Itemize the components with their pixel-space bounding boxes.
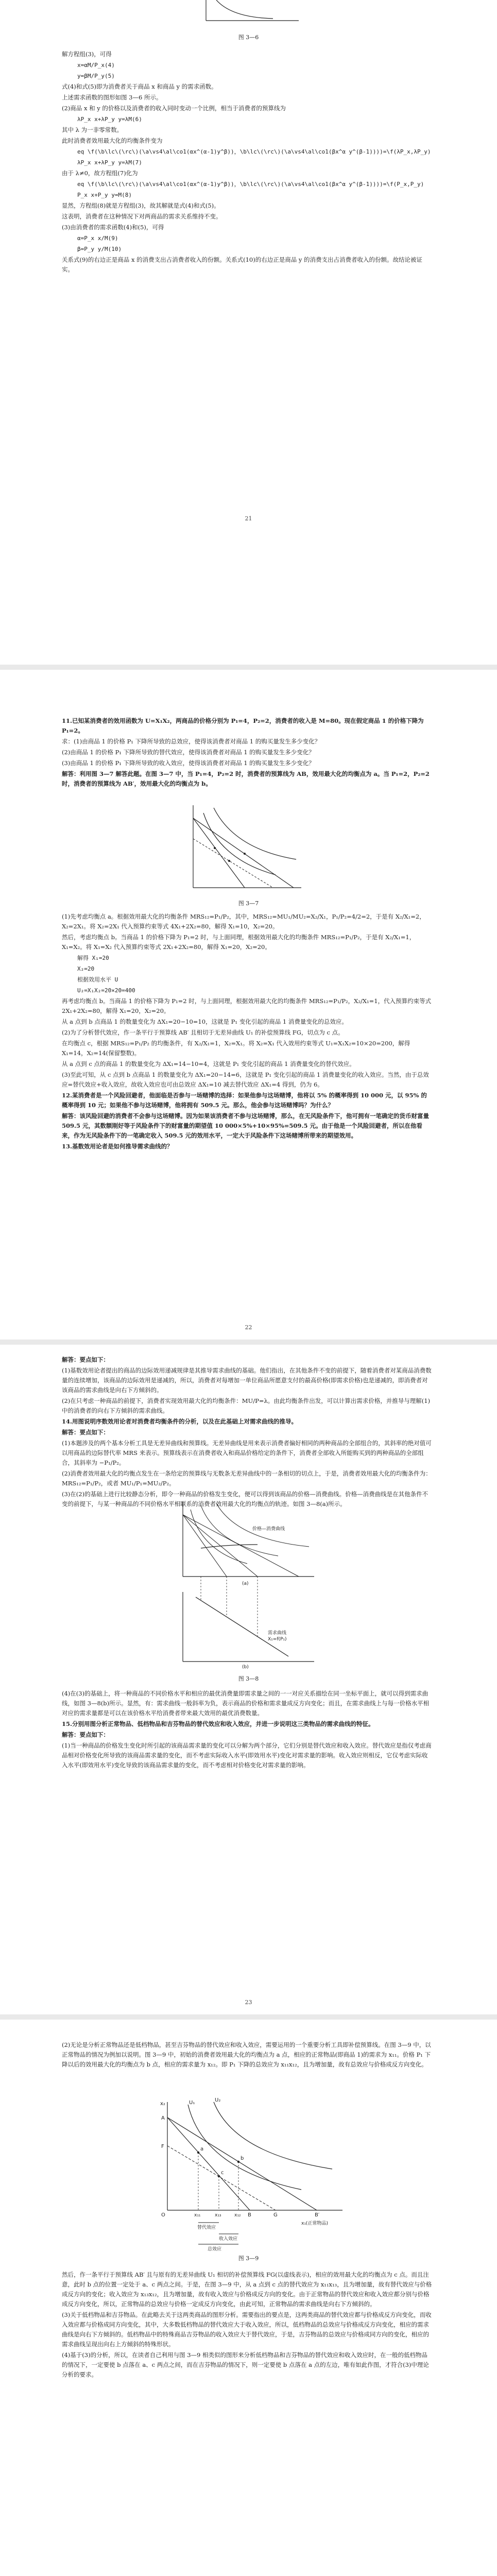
demand-curve-label: 需求曲线 <box>268 1631 287 1636</box>
sub-label-b: (b) <box>242 1665 249 1669</box>
indifference-curve-U2 <box>214 808 296 859</box>
indifference-curve-U1 <box>188 2105 301 2190</box>
figure-3-8 <box>170 1499 324 1669</box>
text-line: 然后，考虑均衡点 b。当商品 1 的价格下降为 P₁=2 时，与上面同理，根据效用最大化的均衡条件 MRS₁₂=P₁/P₂，于是有 X₂/X₁=1，X₁=X₂。将 X₁=X₂ 代入预算约束等式 2X₁+2X₂=80，解得 X₁=20，X₂=20。 <box>62 934 416 951</box>
text-line: x=αM/P_x(4) <box>77 62 115 69</box>
text-line: 12.某消费者是一个风险回避者，他面临是否参与一场赌博的选择：如果他参与这场赌博，他将以 5% 的概率得到 10 000 元，以 95% 的概率得到 10 元；如果他不参与这场赌博，他将拥有 509.5 元。那么，他会参与这场赌博吗？为什么？ <box>62 1092 427 1109</box>
page-number: 21 <box>245 515 252 522</box>
text-line: (2)无论是分析正常物品还是低档物品，甚至吉芬物品的替代效应和收入效应，需要运用的一个重要分析工具即补偿预算线。在图 3—9 中，以正常物品的情况为例加以说明。图 3—9 中，初始的消费者效用最大化的均衡点为 a 点，相应的正常物品(即商品 1)的需求为 x₁₁。价格 P₁ 下降以后的效用最大化的均衡点为 b 点，相应的需求量为 x₁₂。即 P₁ 下降的总效应为 x₁₁x₁₂，且为增加量，故有总效应与价格成反方向变化。 <box>62 2041 431 2068</box>
text-line: 在均衡点 c，根据 MRS₁₂=P₁/P₂ 的均衡条件，有 X₂/X₁=1，X₂=X₁。将 X₂=X₁ 代入效用约束等式 U₁=X₁X₂=10×20=200，解得 X₁=14，X₂=14(保留整数)。 <box>62 1040 410 1057</box>
page-2-text-top <box>62 716 433 790</box>
page-3-text-bottom <box>62 1689 433 1771</box>
text-line: (4)在(3)的基础上，将一种商品的不同价格水平和相应的最优消费量即需求量之间的一一对应关系描绘在同一坐标平面上，就可以得到需求曲线，如图 3—8(b)所示。显然，有：需求曲线一般斜率为负，表示商品的价格和需求量成反方向变化；而且，在需求曲线上与每一价格水平相对应的需求量都是可以在该价格水平给消费者带来最大效用的最优消费数量。 <box>62 1690 430 1717</box>
text-line: 解答：要点如下： <box>62 1731 109 1738</box>
document-page-3 <box>0 1345 497 2014</box>
equilibrium-point-c <box>228 860 230 862</box>
text-line: X₂=20 <box>77 965 95 972</box>
text-line: y=βM/P_y(5) <box>77 73 115 79</box>
budget-line-AB <box>193 818 245 888</box>
text-line: (1)当一种商品的价格发生变化时所引起的该商品需求量的变化可以分解为两个部分，它们分别是替代效应和收入效应。替代效应是指仅考虑商品相对价格变化所导致的该商品需求量的变化，而不考虑实际收入水平(即效用水平)变化对需求量的影响。收入效应则相反，它仅考虑实际收入水平(即效用水平)变化导致的该商品需求量的变化，而不考虑相对价格变化对需求量的影响。 <box>62 1742 432 1769</box>
compensated-budget-FG <box>167 2146 276 2210</box>
demand-curve <box>216 0 273 19</box>
page-1-text <box>62 49 433 276</box>
text-line: (4)基于(3)的分析，所以，在读者自己利用与图 3—9 相类似的图形来分析低档物品和吉芬物品的替代效应和收入效应时，在一般的低档物品的情况下，一定要使 b 点落在 a、c 两点之间，而在吉芬物品的情况下，则一定要使 b 点落在 a 点的左边，唯有如此作图，才符合(3)中理论分析的要求。 <box>62 2351 429 2378</box>
document-page-4 <box>0 2020 497 2576</box>
text-line: eq \f(\b\lc\(\rc\)(\a\vs4\al\co1(αx^(α-1)y^β))，\b\lc\(\rc\)(\a\vs4\al\co1(βx^α y^(β-1))))=\f(P_x,P_y) <box>77 181 424 188</box>
text-line: 解答：要点如下： <box>62 1429 109 1436</box>
text-line: 其中 λ 为一非零常数。 <box>62 126 123 133</box>
text-line: 解答：要点如下： <box>62 1356 109 1363</box>
page-separator <box>0 2014 497 2020</box>
text-line: 从 a 点到 b 点商品 1 的数量变化为 ΔX₁=20−10=10，这就是 P₁ 变化引起的商品 1 消费量变化的总效应。 <box>62 1018 348 1025</box>
text-line: 式(4)和式(5)即为消费者关于商品 x 和商品 y 的需求函数。 <box>62 83 217 90</box>
tick-x12: x₁₂ <box>234 2213 241 2218</box>
text-line: 15.分别用图分析正常物品、低档物品和吉芬物品的替代效应和收入效应，并进一步说明这三类物品的需求曲线的特征。 <box>62 1720 374 1727</box>
equilibrium-point-b <box>244 853 246 855</box>
page-4-text-top <box>62 2040 433 2071</box>
page-2-text-bottom <box>62 912 433 1153</box>
text-line: (3)至此可知，从 c 点到 b 点商品 1 的数量变化为 ΔX₁=20−14=6，这就是 P₁ 变化引起的商品 1 消费量变化的收入效应。当然，由于总效应=替代效应+收入效应，故收入效应也可由总效应 ΔX₁=10 减去替代效应 ΔX₁=4 得到，仍为 6。 <box>62 1071 429 1088</box>
label-c: c <box>221 2170 224 2176</box>
text-line: 上述需求函数的图形如图 3—6 所示。 <box>62 94 162 101</box>
text-line: 根据效用水平 U <box>77 976 118 983</box>
axis-x2-label: x₂ <box>160 2101 165 2107</box>
text-line: (3)由商品 1 的价格 P₁ 下降所导致的收入效应，使得该消费者对商品 1 的购买量发生多少变化？ <box>62 759 315 767</box>
page-separator <box>0 1340 497 1345</box>
text-line: U₂=X₁X₂=20×20=400 <box>77 987 135 994</box>
page-number: 23 <box>245 1999 252 2006</box>
document-page-1 <box>0 0 497 665</box>
figure-caption: 图 3—6 <box>238 34 259 41</box>
indifference-curve-U1 <box>203 813 276 875</box>
page-4-text-bottom <box>62 2270 433 2381</box>
figure-3-7 <box>183 803 306 895</box>
text-line: (1)基数效用论者提出的商品的边际效用递减规律是其推导需求曲线的基础。他们指出，在其他条件不变的前提下，随着消费者对某商品消费数量的连续增加，该商品的边际效用是递减的，所以，消费者对每增加一单位商品所愿意支付的最高价格(即需求价格)也是递减的，即消费者对该商品的需求曲线是向右下方倾斜的。 <box>62 1367 432 1394</box>
figure-caption: 图 3—8 <box>238 1675 259 1682</box>
label-G: G <box>273 2212 278 2218</box>
text-line: 解得 X₁=20 <box>77 955 109 961</box>
label-a: a <box>200 2146 204 2152</box>
budget-line-AB-prime <box>167 2117 317 2210</box>
text-line: 由于 λ≠0，故方程组(7)化为 <box>62 170 138 177</box>
label-B: B <box>248 2212 251 2218</box>
budget-line-AB <box>167 2117 250 2210</box>
text-line: 关系式(9)的右边正是商品 x 的消费支出占消费者收入的份额。关系式(10)的右边正是商品 y 的消费支出占消费者收入的份额。故结论被证实。 <box>62 256 422 273</box>
origin-label: O <box>161 2212 165 2218</box>
text-line: 再考虑均衡点 b。当商品 1 的价格下降为 P₁=2 时，与上面同理，根据效用最大化的均衡条件 MRS₁₂=P₁/P₂，X₂/X₁=1，代入预算约束等式 2X₁+2X₂=80，解得 X₁=20，X₂=20。 <box>62 997 432 1014</box>
text-line: (2)消费者效用最大化的均衡点发生在一条给定的预算线与无数条无差异曲线中的一条相切的切点上，于是，消费者效用最大化的均衡条件为：MRS₁₂=P₁/P₂，或者 MU₁/P₁=MU₂/P₂。 <box>62 1470 432 1487</box>
text-line: α=P_x x/M(9) <box>77 235 118 242</box>
label-A: A <box>161 2115 165 2121</box>
figure-3-6 <box>196 0 309 31</box>
tick-x13: x₁₃ <box>215 2213 221 2218</box>
text-line: 这表明，消费者在这种情况下对两商品的需求关系维持不变。 <box>62 213 222 220</box>
text-line: 从 a 点到 c 点的商品 1 的数量变化为 ΔX₁=14−10=4，这就是 P₁ 变化引起的商品 1 消费量变化的替代效应。 <box>62 1060 355 1067</box>
text-line: (3)在(2)的基础上进行比较静态分析，即令一种商品的价格发生变化，便可以得到该商品的价格—消费曲线。价格—消费曲线是在其他条件不变的前提下，与某一种商品的不同价格水平相联系的消费者效用最大化的均衡点的轨迹。如图 3—8(a)所示。 <box>62 1490 429 1507</box>
figure-caption: 图 3—7 <box>238 900 259 907</box>
text-line: 解答：该风险回避的消费者不会参与这场赌博。因为如果该消费者不参与这场赌博，那么，在无风险条件下，他可拥有一笔确定的货币财富量 509.5 元，其数额刚好等于风险条件下的财富量的期望值 10 000×5%+10×95%=509.5 元。由于他是一个风险回避者，所以在他看来，作为无风险条件下的一笔确定收入 509.5 元的效用水平，一定大于风险条件下这场赌博所带来的期望效用。 <box>62 1112 429 1139</box>
text-line: (2)为了分析替代效应，作一条平行于预算线 AB′ 且相切于无差异曲线 U₁ 的补偿预算线 FG，切点为 c 点。 <box>62 1029 344 1036</box>
text-line: 解方程组(3)，可得 <box>62 50 112 58</box>
label-b: b <box>241 2156 244 2161</box>
text-line: (2)由商品 1 的价格 P₁ 下降所导致的替代效应，使得该消费者对商品 1 的购买量发生多少变化？ <box>62 749 315 756</box>
text-line: (2)商品 x 和 y 的价格以及消费者的收入同时变动一个比例，相当于消费者的预算线为 <box>62 105 286 112</box>
sub-label-a: (a) <box>242 1581 249 1586</box>
label-U2: U₂ <box>215 2097 221 2103</box>
document-page-2 <box>0 670 497 1340</box>
text-line: λP_x x+λP_y y=λM(6) <box>77 116 142 123</box>
label-F: F <box>161 2144 164 2149</box>
text-line: 然后，作一条平行于预算线 AB′ 且与原有的无差异曲线 U₁ 相切的补偿预算线 FG(以虚线表示)，相应的效用最大化的均衡点为 c 点。而且注意，此时 b 点的位置一定处于 a、c 两点之间。于是，在图 3—9 中，从 a 点到 c 点的替代效应为 x₁₁x₁₃，且为增加量，故有替代效应与价格成反方向的变化；收入效应为 x₁₃x₁₂，且为增加量，故有收入效应与价格成反方向的变化。由于正常物品的替代效应和收入效应都分别与价格成反方向变化，所以，正常物品的总效应与价格一定成反方向变化，由此可知，正常物品的需求曲线是向右下方倾斜的。 <box>62 2271 432 2308</box>
indifference-curve-1 <box>191 1510 247 1564</box>
demand-curve-eq: X₁=f(P₁) <box>268 1637 287 1642</box>
budget-line-3 <box>183 1515 299 1577</box>
tick-x11: x₁₁ <box>194 2213 201 2218</box>
total-effect-label: 总效应 <box>208 2247 222 2251</box>
text-line: β=P_y y/M(10) <box>77 246 122 252</box>
text-line: λP_x x+λP_y y=λM(7) <box>77 159 142 166</box>
text-line: 11.已知某消费者的效用函数为 U=X₁X₂，两商品的价格分别为 P₁=4，P₂=2，消费者的收入是 M=80。现在假定商品 1 的价格下降为 P₁=2。 <box>62 717 424 734</box>
text-line: 显然，方程组(8)就是方程组(3)，故其解就是式(4)和式(5)。 <box>62 202 220 209</box>
figure-caption: 图 3—9 <box>238 2255 259 2262</box>
page-3-text-top <box>62 1355 433 1510</box>
demand-curve <box>196 1597 288 1656</box>
indifference-curve-U2 <box>214 2102 332 2169</box>
price-consumption-label: 价格—消费曲线 <box>252 1527 285 1532</box>
equilibrium-point-a <box>214 847 216 849</box>
text-line: eq \f(\b\lc\(\rc\)(\a\vs4\al\co1(αx^(α-1)y^β))，\b\lc\(\rc\)(\a\vs4\al\co1(βx^α y^(β-1))))=\f(λP_x,λP_y) <box>77 148 431 155</box>
page-separator <box>0 665 497 670</box>
budget-line-AB-prime <box>193 818 294 888</box>
page-number: 22 <box>245 1324 252 1331</box>
label-B-prime: B′ <box>315 2212 320 2218</box>
substitution-effect-label: 替代效应 <box>197 2225 216 2230</box>
axis-x1-label: x₁(正常物品) <box>301 2221 328 2226</box>
income-effect-label: 收入效应 <box>219 2236 238 2242</box>
text-line: (1)本题涉及的两个基本分析工具是无差异曲线和预算线。无差异曲线是用来表示消费者偏好相同的两种商品的全部组合的，其斜率的绝对值可以用商品的边际替代率 MRS 来表示。预算线表示在消费者收入和商品价格给定的条件下，消费者全部收入所能购买到的两种商品的全部组合，其斜率为 −P₁/P₂。 <box>62 1439 432 1466</box>
text-line: 求：(1)由商品 1 的价格 P₁ 下降所导致的总效应，使得该消费者对商品 1 的购买量发生多少变化？ <box>62 738 321 745</box>
text-line: P_x x+P_y y=M(8) <box>77 192 132 198</box>
text-line: (3)由消费者的需求函数(4)和(5)，可得 <box>62 224 164 231</box>
text-line: (2)在只考虑一种商品的前提下，消费者实现效用最大化的均衡条件：MU/P=λ。由此均衡条件出发，可以计算出需求价格，并推导与理解(1)中的消费者的向右下方倾斜的需求曲线。 <box>62 1397 431 1414</box>
price-consumption-curve <box>201 1545 258 1548</box>
label-U1: U₁ <box>189 2100 195 2106</box>
text-line: 14.用图说明序数效用论者对消费者均衡条件的分析，以及在此基础上对需求曲线的推导。 <box>62 1418 298 1425</box>
text-line: (3)关于低档物品和吉芬物品。在此略去关于这两类商品的图形分析。需要指出的要点是，这两类商品的替代效应都与价格成反方向变化，而收入效应都与价格成同方向变化，其中，大多数低档物品的替代效应大于收入效应，所以，低档物品的总效应与价格成反方向变化，相应的需求曲线是向右下方倾斜的。低档物品中的特殊商品吉芬物品的收入效应大于替代效应，于是，吉芬物品的总效应与价格成同方向的变化，相应的需求曲线呈现出向右上方倾斜的特殊形状。 <box>62 2311 432 2348</box>
text-line: 解答：利用图 3—7 解答此题。在图 3—7 中，当 P₁=4，P₂=2 时，消费者的预算线为 AB，效用最大化的均衡点为 a。当 P₁=2，P₂=2 时，消费者的预算线为 AB′，效用最大化的均衡点为 b。 <box>62 770 430 787</box>
text-line: (1)先考虑均衡点 a。根据效用最大化的均衡条件 MRS₁₂=P₁/P₂，其中，MRS₁₂=MU₁/MU₂=X₂/X₁，P₁/P₂=4/2=2，于是有 X₂/X₁=2，X₂=2X₁。将 X₂=2X₁ 代入预算约束等式 4X₁+2X₂=80，解得 X₁=10，X₂=20。 <box>62 913 425 930</box>
figure-3-9 <box>147 2097 348 2251</box>
text-line: 此时消费者效用最大化的均衡条件变为 <box>62 137 163 144</box>
text-line: 13.基数效用论者是如何推导需求曲线的？ <box>62 1143 173 1150</box>
